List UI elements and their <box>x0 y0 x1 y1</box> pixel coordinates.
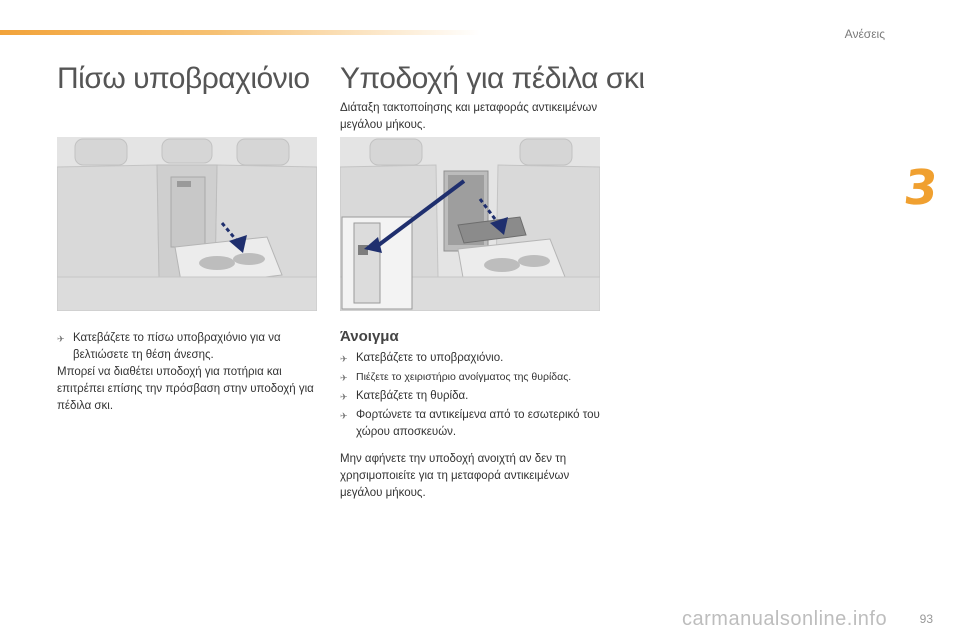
left-bullet-item <box>57 330 322 364</box>
step-text: Φορτώνετε τα αντικείμενα από το εσωτερικό του χώρου αποσκευών. <box>356 409 600 438</box>
step-text: Κατεβάζετε τη θυρίδα. <box>356 390 469 402</box>
bullet-arrow-icon: ✈ <box>340 373 348 383</box>
bullet-arrow-icon: ✈ <box>340 392 348 402</box>
bullet-arrow-icon: ✈ <box>57 334 65 344</box>
section-title: Ανέσεις <box>844 27 885 41</box>
left-paragraph: Μπορεί να διαθέτει υποδοχή για ποτήρια και επιτρέπει επίσης την πρόσβαση στην υποδοχή για πέδιλα σκι. <box>57 366 314 412</box>
page-number: 93 <box>919 612 933 626</box>
opening-subheading: Άνοιγμα <box>340 328 399 345</box>
watermark: carmanualsonline.info <box>682 608 888 630</box>
step-item <box>340 350 605 368</box>
step-item <box>340 407 605 441</box>
left-bullet-text: Κατεβάζετε το πίσω υποβραχιόνιο για να βελτιώσετε τη θέση άνεσης. <box>73 332 281 361</box>
chapter-number: 3 <box>901 160 941 216</box>
right-title: Υποδοχή για πέδιλα σκι <box>340 62 645 95</box>
step-text: Πιέζετε το χειριστήριο ανοίγματος της θυρίδας. <box>356 371 572 383</box>
bullet-arrow-icon: ✈ <box>340 411 348 421</box>
opening-steps <box>340 350 605 442</box>
step-item <box>340 369 605 387</box>
armrest-illustration <box>57 137 317 311</box>
right-intro: Διάταξη τακτοποίησης και μεταφοράς αντικειμένων μεγάλου μήκους. <box>340 102 598 131</box>
ski-hatch-illustration <box>340 137 600 311</box>
step-text: Κατεβάζετε το υποβραχιόνιο. <box>356 352 504 364</box>
step-item <box>340 388 605 406</box>
usage-note: Μην αφήνετε την υποδοχή ανοιχτή αν δεν τη χρησιμοποιείτε για τη μεταφορά αντικειμένων μεγάλου μήκους. <box>340 453 570 499</box>
left-title: Πίσω υποβραχιόνιο <box>57 62 310 95</box>
header-accent-bar <box>0 30 480 35</box>
bullet-arrow-icon: ✈ <box>340 354 348 364</box>
left-text <box>57 330 322 415</box>
